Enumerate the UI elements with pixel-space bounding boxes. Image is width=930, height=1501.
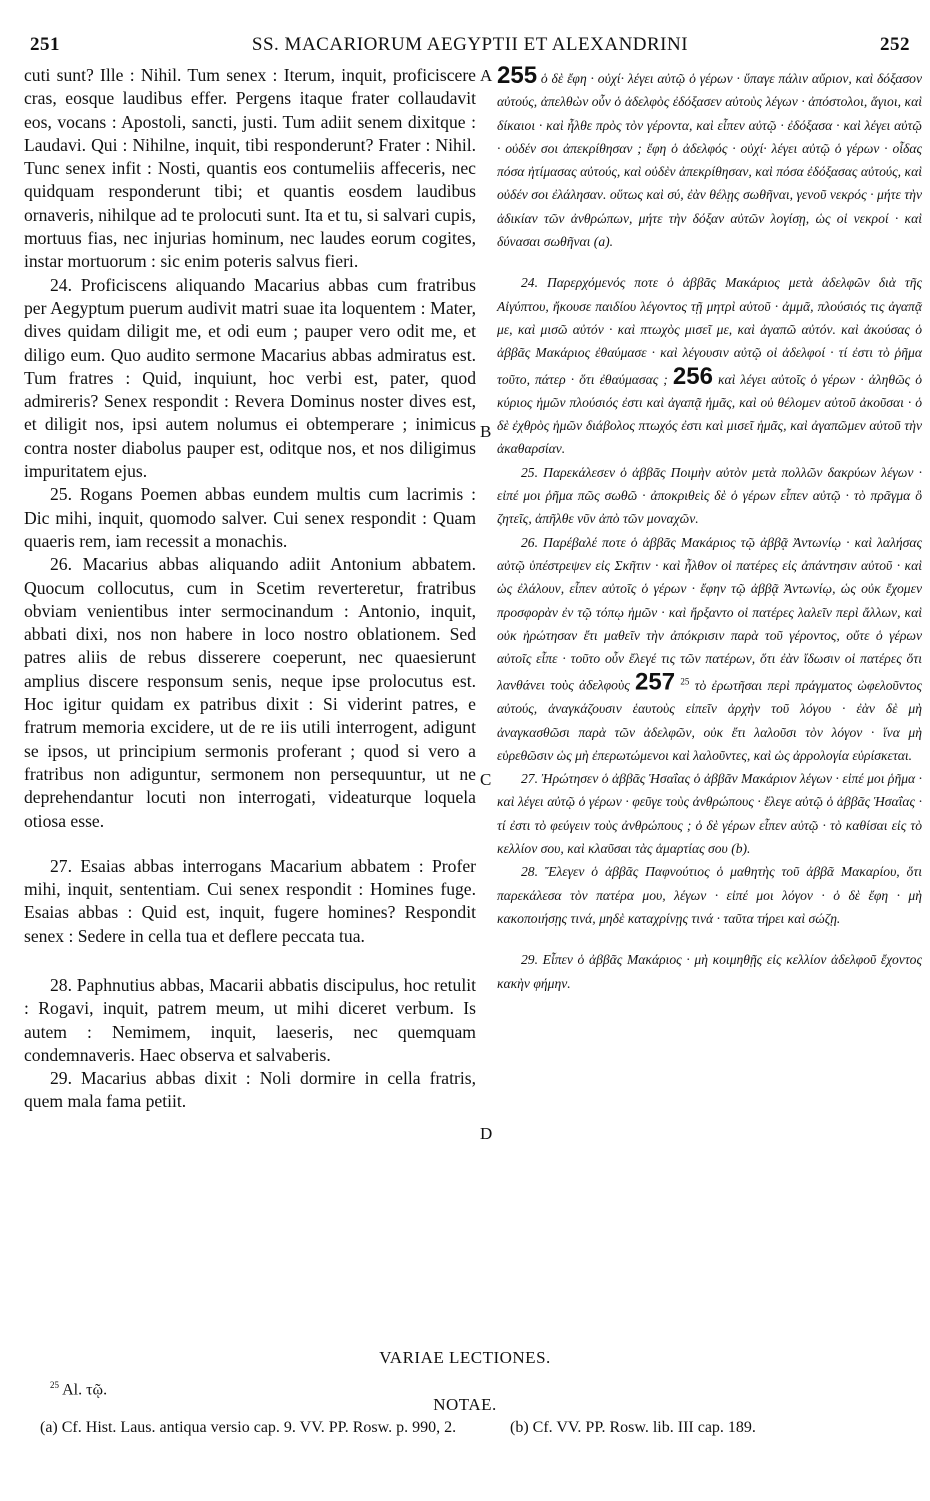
greek-text-24-second: καὶ λέγει αὐτοῖς ὁ γέρων · ἀληθῶς ὁ κύριος ἡμῶν πλούσιός ἐστι καὶ ἀγαπᾷ ἡμᾶς, καὶ οὐ θέλομεν αὐτοῦ ἀκοῦσαι · ὁ δὲ ἐχθρὸς ἡμῶν διάβολος πτωχός ἐστι καὶ μισεῖ ἡμᾶς, καὶ ἀγαπῶμεν αὐτοῦ τὴν ἀκαθαρσίαν.: [497, 371, 923, 457]
variant-reference: 25: [680, 676, 690, 687]
latin-paragraph-28: 28. Paphnutius abbas, Macarii abbatis discipulus, hoc retulit : Rogavi, inquit, patrem meum, ut mihi diceret verbum. Is autem : Nemimem, inquit, laeseris, nec quemquam condemnaveris. Haec observa et salvaberis.: [24, 974, 476, 1065]
greek-text-24-first: 24. Παρερχόμενός ποτε ὁ ἀββᾶς Μακάριος μετὰ ἀδελφῶν διὰ τῆς Αἰγύπτου, ἤκουσε παιδίου λέγοντος τῇ μητρὶ αὐτοῦ · ἀμμᾶ, πλούσιός τις ἀγαπᾷ με, καὶ μισῶ αὐτόν · καὶ πτωχὸς μισεῖ με, καὶ ἀγαπῶ αὐτόν. καὶ ἀκούσας ὁ ἀββᾶς Μακάριος ἐθαύμασε · καὶ λέγουσιν αὐτῷ οἱ ἀδελφοί · τί ἐστι τὸ ῥῆμα τοῦτο, πάτερ · ὅτι ἐθαύμασας ;: [497, 275, 922, 387]
running-title: SS. MACARIORUM AEGYPTII ET ALEXANDRINI: [251, 34, 689, 55]
greek-paragraph-28: 28. Ἔλεγεν ὁ ἀββᾶς Παφνούτιος ὁ μαθητὴς τοῦ ἀββᾶ Μακαρίου, ὅτι παρεκάλεσα τὸν πατέρα μου, λέγων · εἰπέ μοι λόγον · ὁ δὲ ἔφη · μὴ κακοποιήσῃς τινά, μηδὲ καταχρίνῃς τινά · ταῦτα τήρει καὶ σώζῃ.: [497, 864, 922, 926]
margin-letter-d: D: [480, 1124, 493, 1143]
notae-title: NOTAE.: [433, 1395, 497, 1414]
latin-paragraph-26: 26. Macarius abbas aliquando adiit Antonium abbatem. Quocum collocutus, cum in Scetim reverteretur, fratribus obviam venientibus inter sermocinandum : Antonio, inquit, abbati dixi, nos non habere in loco nostro oblationem. Sed patres aliis de rebus disserere coeperunt, nec quaesierunt amplius discere responsum senis, neque ipse prolocutus est. Hoc igitur quidam ex patribus dixit : Si viderint patres, e fratrum memoria excidere, ut de re iis utili interrogent, adigunt se ipsos, ut principium sermonis proferant ; quod si vero a fratribus non adiguntur, sermonem non persequuntur, ut ne deprehendantur locuti non interrogati, videaturque loquela otiosa esse.: [24, 554, 476, 831]
margin-letter-c: C: [480, 770, 492, 789]
greek-paragraph-23-end: [497, 64, 922, 253]
greek-text-26-first: 26. Παρέβαλέ ποτε ὁ ἀββᾶς Μακάριος τῷ ἀββᾷ Ἀντωνίῳ · καὶ λαλήσας αὐτῷ ὑπέστρεψεν εἰς Σκῆτιν · καὶ ἦλθον οἱ πατέρες εἰς ἀπάντησιν αὐτοῦ · καὶ ὡς ἐλάλουν, εἶπεν αὐτοῖς ὁ γέρων · ἔφην τῷ ἀββᾷ Ἀντωνίῳ, ὡς οὐκ ἔχομεν προσφορὰν ἐν τῷ τόπῳ ἡμῶν · καὶ ἤρξαντο οἱ πατέρες λαλεῖν περὶ ἄλλων, καὶ οὐκ ἠρώτησαν ἔτι μαθεῖν τὴν ἀπόκρισιν παρὰ τοῦ γέροντος, οὔτε ὁ γέρων αὐτοῖς εἶπε · τοῦτο οὖν ἔλεγέ τις τῶν πατέρων, ὅτι ἐὰν ἴδωσιν οἱ πατέρες ὅτι λανθάνει τοὺς ἀδελφοὺς: [497, 534, 922, 693]
footnote-b: (b) Cf. VV. PP. Rosw. lib. III cap. 189.: [510, 1419, 756, 1436]
page-header: [30, 34, 910, 58]
page-marker-256: 256: [672, 362, 713, 390]
latin-paragraph-29: 29. Macarius abbas dixit : Noli dormire in cella fratris, quem mala fama petiit.: [24, 1068, 476, 1112]
latin-paragraph-27: 27. Esaias abbas interrogans Macarium abbatem : Profer mihi, inquit, sententiam. Cui senex respondit : Homines fuge. Esaias abbas : Quid est, inquit, fugere homines? Respondit senex : Sedere in cella tua et deflere peccata tua.: [24, 855, 476, 946]
page-marker-257: 257: [635, 668, 676, 696]
footnote-a: (a) Cf. Hist. Laus. antiqua versio cap. 9. VV. PP. Rosw. p. 990, 2.: [40, 1419, 457, 1436]
margin-letter-a: A: [480, 66, 493, 85]
greek-text-26-second: $^{25}$ τὸ ἐρωτῆσαι περὶ πράγματος ὠφελοῦντος αὐτούς, ἀναγκάζουσιν ἑαυτοὺς εἰπεῖν ἀρχὴν τοῦ λόγου · ἐὰν δὲ μὴ ἀναγκασθῶσι παρὰ τῶν ἀδελφῶν, οὐκ ἔτι λαλοῦσι τὸν λόγον · ἵνα μὴ εὑρεθῶσιν ὡς μὴ ἐπερωτώμενοι καὶ λαλοῦντες, καὶ ὡς ἀρρολογία εὑρίσκεται.: [497, 676, 922, 763]
variae-lectiones-title: VARIAE LECTIONES.: [379, 1348, 551, 1367]
greek-column: [497, 64, 922, 995]
greek-text-23-end: ὁ δὲ ἔφη · οὐχί· λέγει αὐτῷ ὁ γέρων · ὕπαγε πάλιν αὔριον, καὶ δόξασον αὐτούς, ἀπελθὼν οὖν ὁ ἀδελφὸς ἐδόξασεν αὐτοὺς λέγων · ἀπόστολοι, ἅγιοι, καὶ δίκαιοι · καὶ ἦλθε πρὸς τὸν γέροντα, καὶ εἶπεν αὐτῷ · ἐδόξασα · καὶ λέγει αὐτῷ · οὐδέν σοι ἀπεκρίθησαν ; ἔφη ὁ ἀδελφός · οὐχί· λέγει αὐτῷ ὁ γέρων · οἶδας πόσα ἠτίμασας αὐτούς, καὶ οὐδὲν ἀπεκρίθησαν, καὶ πόσα ἐδόξασας αὐτούς, καὶ οὐδέν σοι ἐλάλησαν. οὕτως καὶ σύ, ἐὰν θέλῃς σωθῆναι, γενοῦ νεκρός · μήτε τὴν ἀδικίαν τῶν ἀνθρώπων, μήτε τὴν δόξαν αὐτῶν λογίσῃ, ὡς οἱ νεκροί · καὶ δύνασαι σωθῆναι (a).: [497, 71, 922, 250]
greek-paragraph-29: 29. Εἶπεν ὁ ἀββᾶς Μακάριος · μὴ κοιμηθῇς εἰς κελλίον ἀδελφοῦ ἔχοντος κακὴν φήμην.: [497, 952, 922, 991]
page-number-right: 252: [880, 34, 910, 55]
latin-column: [24, 64, 476, 1114]
margin-letter-b: B: [480, 422, 492, 441]
page-marker-255: 255: [497, 62, 538, 89]
greek-paragraph-26: [497, 531, 922, 768]
variant-note-number: 25: [50, 1380, 59, 1390]
greek-paragraph-25: 25. Παρεκάλεσεν ὁ ἀββᾶς Ποιμὴν αὐτὸν μετὰ πολλῶν δακρύων λέγων · εἰπέ μοι ῥῆμα πῶς σωθῶ · ἀποκριθεὶς δὲ ὁ γέρων εἶπεν αὐτῷ · τὸ πρᾶγμα ὃ ζητεῖς, ἀπῆλθε νῦν ἀπὸ τῶν μοναχῶν.: [497, 464, 922, 527]
greek-paragraph-27: 27. Ἠρώτησεν ὁ ἀββᾶς Ἡσαΐας ὁ ἀββᾶν Μακάριον λέγων · εἰπέ μοι ῥῆμα · καὶ λέγει αὐτῷ ὁ γέρων · φεῦγε τοὺς ἀνθρώπους · ἔλεγε αὐτῷ ὁ ἀββᾶς Ἡσαΐας · τί ἐστι τὸ φεύγειν τοὺς ἀνθρώπους ; ὁ δὲ γέρων εἶπεν αὐτῷ · τὸ καθίσαι εἰς τὸ κελλίον σου, καὶ κλαῦσαι τὰς ἁμαρτίας σου (b).: [497, 771, 922, 857]
greek-paragraph-24: [497, 271, 922, 460]
latin-paragraph-24: 24. Proficiscens aliquando Macarius abbas cum fratribus per Aegyptum puerum audivit matri suae ita loquentem : Mater, dives quidam diligit me, et odi eum ; pauper vero odit me, et diligo eum. Quo audito sermone Macarius abbas admiratus est. Tum fratres : Quid, inquiunt, hoc verbi est, pater, quod admireris? Senex respondit : Revera Dominus noster dives est, et diligit nos, ipsi autem nolumus ei obtemperare ; inimicus contra noster diabolus pauper est, oditque nos, et nos diligimus impuritatem ejus.: [24, 274, 476, 482]
page-number-left: 251: [30, 34, 60, 55]
variant-note-text: Al. τῷ.: [62, 1381, 108, 1399]
latin-paragraph-25: 25. Rogans Poemen abbas eundem multis cum lacrimis : Dic mihi, inquit, quomodo salver. Cui senex respondit : Quam quaeris rem, iam recessit a monachis.: [24, 484, 476, 551]
latin-paragraph-23-end: cuti sunt? Ille : Nihil. Tum senex : Iterum, inquit, proficiscere cras, eosque laudibus effer. Pergens itaque frater collaudavit eos, vocans : Apostoli, sancti, justi. Tum adiit senem dixitque : Laudavi. Qui : Nihilne, inquit, tibi responderunt? Frater : Nihil. Tunc senex infit : Nosti, quantis eos contumeliis affeceris, nec quidquam responderunt tibi; et quantis eosdem laudibus ornaveris, nihilque ad te prolocuti sunt. Ita et tu, si salvari cupis, mortuus fias, nec injurias hominum, nec laudes eorum cogites, instar mortuorum : sic enim poteris salvus fieri.: [24, 65, 476, 272]
